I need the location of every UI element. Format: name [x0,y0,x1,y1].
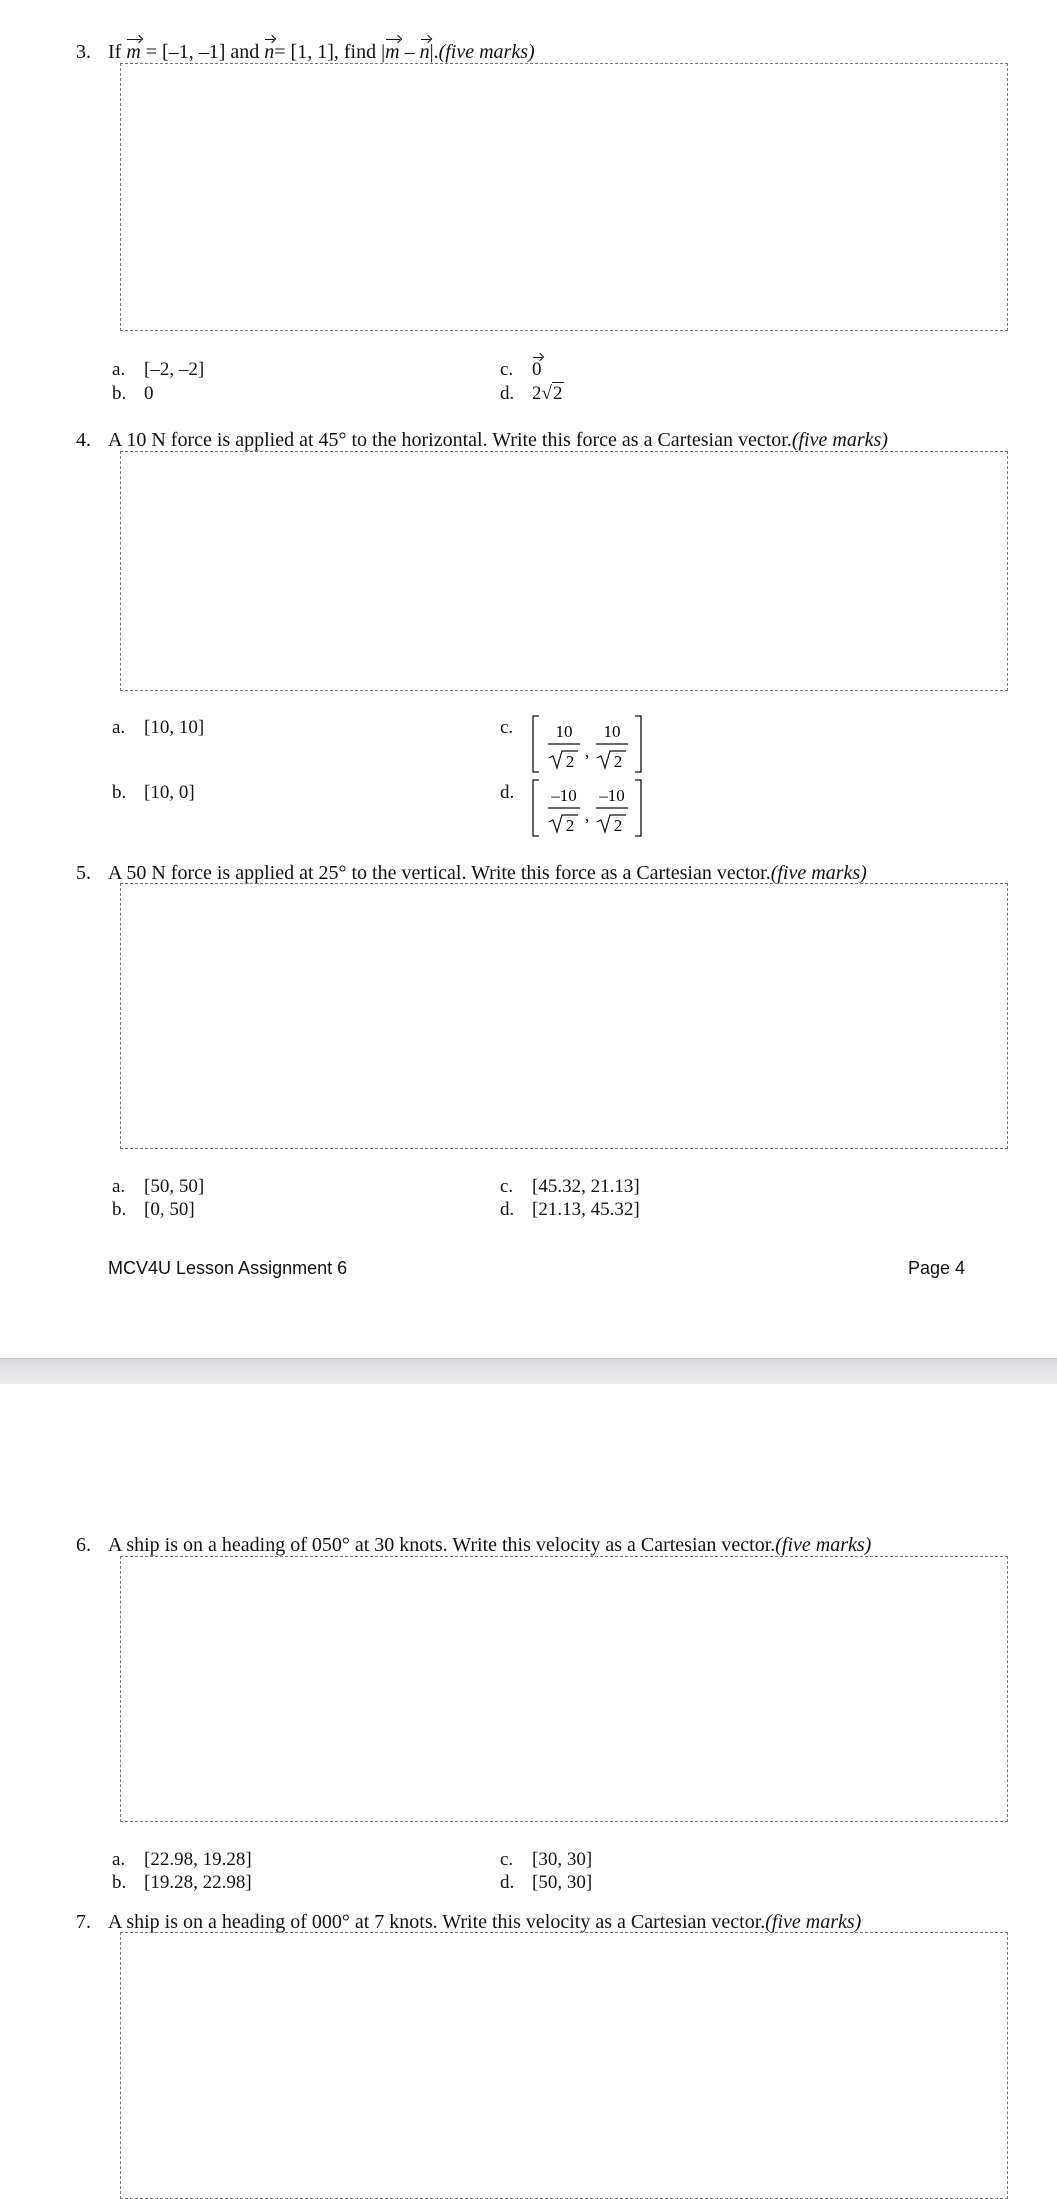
option-a[interactable]: a. [22.98, 19.28] [112,1849,252,1870]
radicand: 2 [565,816,575,835]
question-text: If m = [–1, –1] and n= [1, 1], find |m – n|.(five marks) [108,41,535,63]
question-number: 3. [76,41,91,63]
question-text: A 10 N force is applied at 45° to the horizontal. Write this force as a Cartesian vector.(five marks) [108,429,888,451]
numerator: –10 [599,786,625,805]
worksheet-page-5 [0,1384,1057,2199]
option-a[interactable]: a. [10, 10] [112,717,205,738]
sqrt-icon: √ [541,383,552,404]
option-b[interactable]: b. [19.28, 22.98] [112,1872,252,1893]
question-number: 6. [76,1534,91,1556]
option-d[interactable]: d. [50, 30] [500,1872,593,1893]
option-b[interactable]: b. [0, 50] [112,1199,195,1220]
option-a[interactable]: a. [–2, –2] [112,359,205,380]
question-text: A ship is on a heading of 050° at 30 knots. Write this velocity as a Cartesian vector.(five marks) [108,1534,872,1556]
marks-label: (five marks) [765,1911,862,1933]
option-d-fraction-vector [530,777,645,839]
marks-label: (five marks) [791,429,888,451]
vector-m: m [126,41,141,63]
question-text: A ship is on a heading of 000° at 7 knots. Write this velocity as a Cartesian vector.(five marks) [108,1911,862,1933]
marks-label: (five marks) [770,862,867,884]
option-c[interactable]: c. [500,717,514,738]
option-c[interactable]: c. [45.32, 21.13] [500,1176,640,1197]
radicand: 2 [565,752,575,771]
option-c-fraction-vector [530,713,645,775]
footer-page-number: Page 4 [908,1258,966,1278]
page-separator [0,1358,1057,1385]
marks-label: (five marks) [775,1534,872,1556]
option-c[interactable]: c. [30, 30] [500,1849,593,1870]
answer-box-q6[interactable] [120,1556,1008,1822]
question-number: 5. [76,862,91,884]
svg-text:,: , [585,742,590,761]
answer-box-q5[interactable] [120,883,1008,1149]
option-d[interactable]: d. [21.13, 45.32] [500,1199,640,1220]
question-text: A 50 N force is applied at 25° to the vertical. Write this force as a Cartesian vector.(five marks) [108,862,867,884]
marks-label: (five marks) [438,41,535,63]
radicand: 2 [613,816,623,835]
numerator: 10 [555,722,573,741]
footer-course: MCV4U Lesson Assignment 6 [108,1258,348,1278]
answer-box-q3[interactable] [120,63,1008,331]
answer-box-q7[interactable] [120,1932,1008,2199]
option-b[interactable]: b. 0 [112,383,154,404]
option-b[interactable]: b. [10, 0] [112,782,195,803]
option-a[interactable]: a. [50, 50] [112,1176,205,1197]
vector-n: n [264,41,275,63]
option-c[interactable]: c. 0 [500,359,542,380]
option-d[interactable]: d. 2√2 [500,383,563,404]
svg-text:,: , [585,806,590,825]
radicand: 2 [613,752,623,771]
question-number: 4. [76,429,91,451]
numerator: 10 [603,722,621,741]
answer-box-q4[interactable] [120,451,1008,691]
numerator: –10 [551,786,577,805]
zero-vector: 0 [532,359,542,380]
question-number: 7. [76,1911,91,1933]
option-d[interactable]: d. [500,782,515,803]
